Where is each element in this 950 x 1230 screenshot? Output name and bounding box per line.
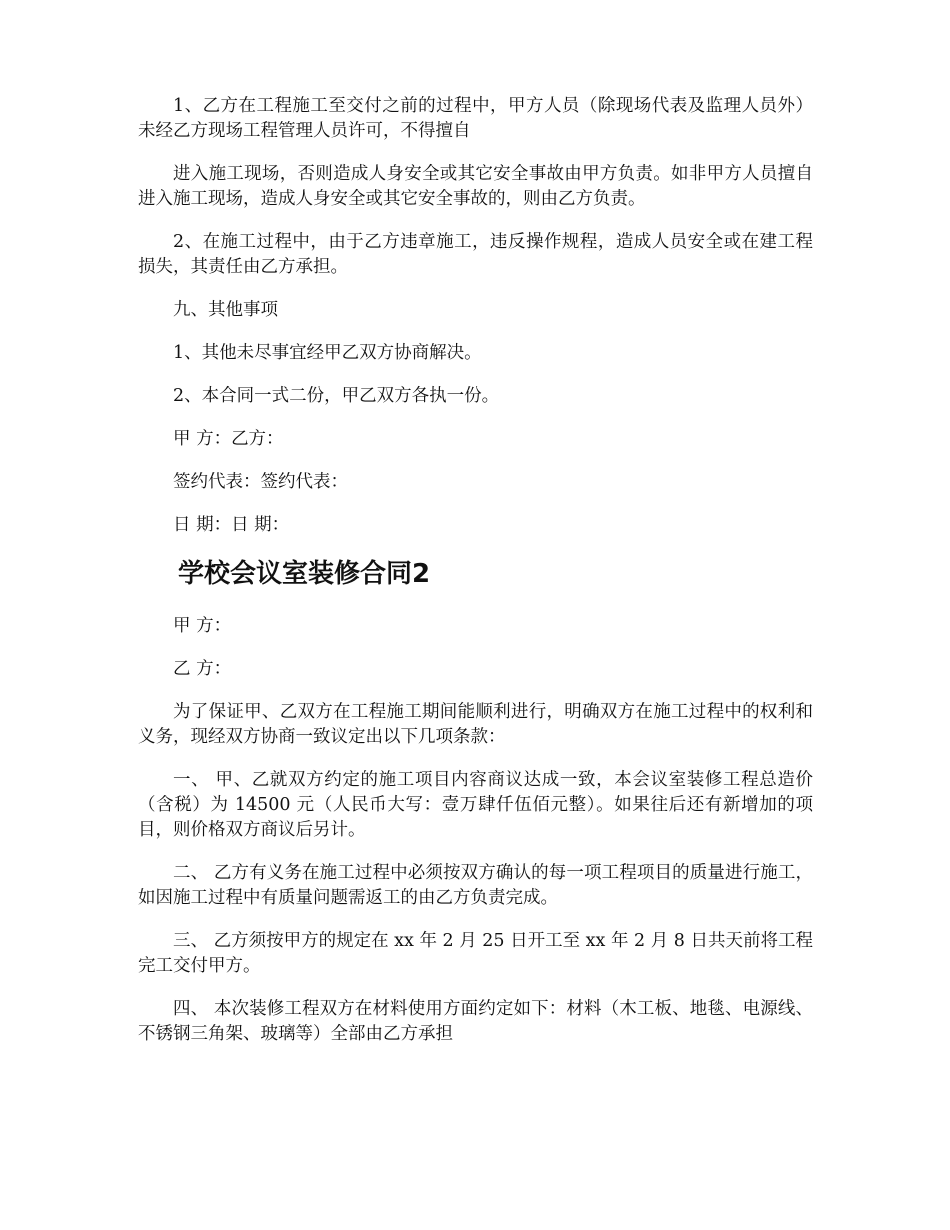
paragraph-clause-1-continued: 进入施工现场，否则造成人身安全或其它安全事故由甲方负责。如非甲方人员擅自进入施工现场，造成人身安全或其它安全事故的，则由乙方负责。 <box>138 164 813 209</box>
section-other-matters: 九、其他事项 <box>173 300 278 320</box>
party-b: 乙 方： <box>173 659 232 679</box>
signature-dates: 日 期：日 期： <box>173 515 290 535</box>
party-a: 甲 方： <box>173 616 232 636</box>
signature-representatives: 签约代表：签约代表： <box>173 472 348 492</box>
document-body <box>138 94 813 1065</box>
paragraph-article-2: 二、 乙方有义务在施工过程中必须按双方确认的每一项工程项目的质量进行施工，如因施工过程中有质量问题需返工的由乙方负责完成。 <box>138 863 813 908</box>
paragraph-clause-2: 2、在施工过程中，由于乙方违章施工，违反操作规程，造成人员安全或在建工程损失，其责任由乙方承担。 <box>138 232 813 277</box>
paragraph-article-4: 四、 本次装修工程双方在材料使用方面约定如下：材料（木工板、地毯、电源线、不锈钢三角架、玻璃等）全部由乙方承担 <box>138 999 813 1044</box>
paragraph-article-1: 一、 甲、乙就双方约定的施工项目内容商议达成一致，本会议室装修工程总造价（含税）为 14500 元（人民币大写：壹万肆仟伍佰元整）。如果往后还有新增加的项目，则价格双方商议后另计。 <box>138 770 813 840</box>
document-heading: 学校会议室装修合同2 <box>178 559 431 589</box>
paragraph-other-1: 1、其他未尽事宜经甲乙双方协商解决。 <box>173 343 482 363</box>
paragraph-clause-1: 1、乙方在工程施工至交付之前的过程中，甲方人员（除现场代表及监理人员外）未经乙方现场工程管理人员许可，不得擅自 <box>138 96 813 141</box>
paragraph-other-2: 2、本合同一式二份，甲乙双方各执一份。 <box>173 386 500 406</box>
paragraph-article-3: 三、 乙方须按甲方的规定在 xx 年 2 月 25 日开工至 xx 年 2 月 8 日共天前将工程完工交付甲方。 <box>138 931 813 976</box>
paragraph-preamble: 为了保证甲、乙双方在工程施工期间能顺利进行，明确双方在施工过程中的权利和义务，现经双方协商一致议定出以下几项条款： <box>138 702 813 747</box>
signature-parties: 甲 方：乙方： <box>173 429 284 449</box>
